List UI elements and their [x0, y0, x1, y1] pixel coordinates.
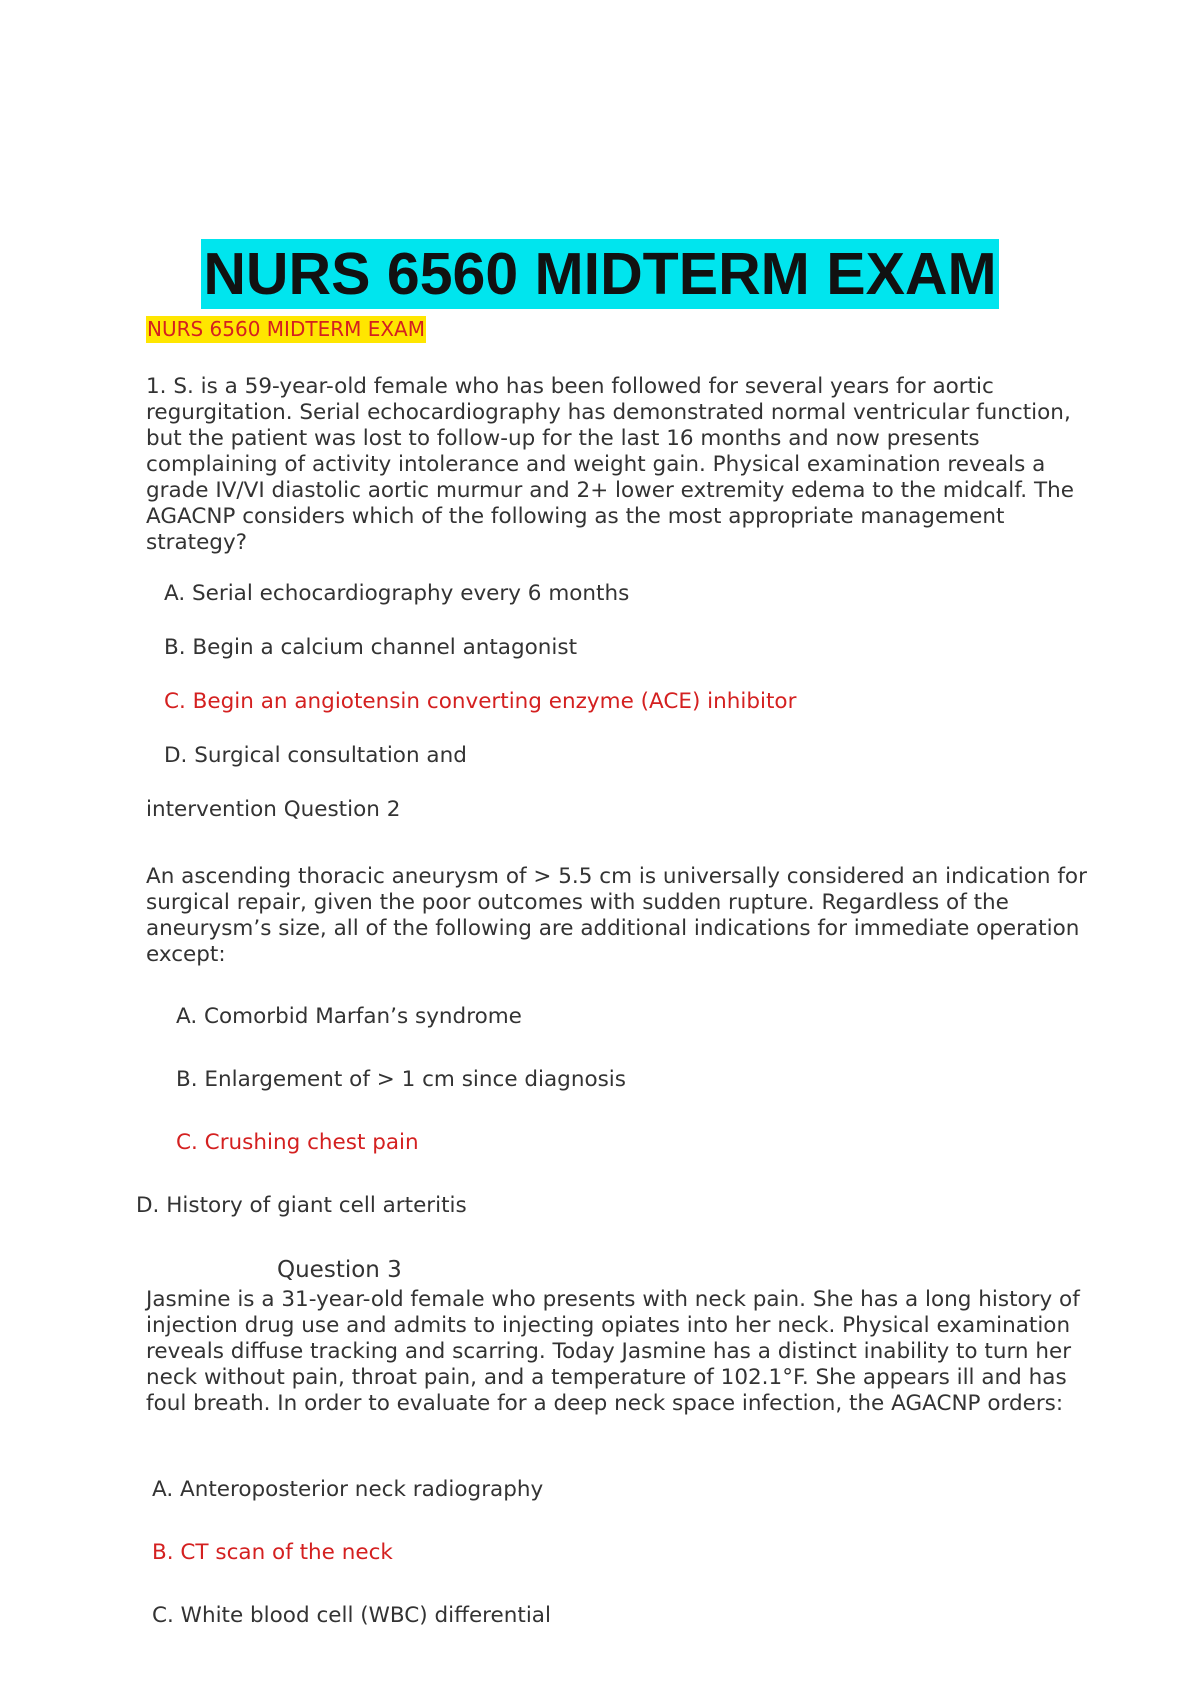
question-2-option-d: D. History of giant cell arteritis — [136, 1193, 467, 1218]
question-1-text: 1. S. is a 59-year-old female who has been followed for several years for aortic regurgitation. Serial echocardiography has demonstrated normal ventricular function, but the patient was lost to follow-up for the last 16 months and now presents complaining of activity intolerance and weight gain. Physical examination reveals a grade IV/VI diastolic aortic murmur and 2+ lower extremity edema to the midcalf. The AGACNP considers which of the following as the most appropriate management strategy? — [146, 374, 1074, 555]
question-2-text: An ascending thoracic aneurysm of > 5.5 cm is universally considered an indication for surgical repair, given the poor outcomes with sudden rupture. Regardless of the aneurysm’s size, all of the following are additional indications for immediate operation except: — [146, 864, 1087, 967]
title-container — [0, 239, 1200, 309]
question-1-option-b: B. Begin a calcium channel antagonist — [164, 635, 578, 660]
question-3-option-a: A. Anteroposterior neck radiography — [152, 1477, 544, 1502]
question-2-option-a: A. Comorbid Marfan’s syndrome — [176, 1004, 522, 1029]
question-1-option-a: A. Serial echocardiography every 6 months — [164, 581, 630, 606]
question-1-option-d: D. Surgical consultation and — [164, 743, 467, 768]
question-2-option-c-correct: C. Crushing chest pain — [176, 1130, 419, 1155]
question-2-option-b: B. Enlargement of > 1 cm since diagnosis — [176, 1067, 626, 1092]
question-1-continuation: intervention Question 2 — [146, 797, 401, 822]
question-3-text: Jasmine is a 31-year-old female who presents with neck pain. She has a long history of injection drug use and admits to injecting opiates into her neck. Physical examination reveals diffuse tracking and scarring. Today Jasmine has a distinct inability to turn her neck without pain, throat pain, and a temperature of 102.1°F. She appears ill and has foul breath. In order to evaluate for a deep neck space infection, the AGACNP orders: — [146, 1287, 1080, 1416]
document-subtitle: NURS 6560 MIDTERM EXAM — [147, 317, 425, 341]
question-3-heading: Question 3 — [277, 1257, 402, 1283]
question-3-option-b-correct: B. CT scan of the neck — [152, 1540, 393, 1565]
question-1-option-c-correct: C. Begin an angiotensin converting enzyme (ACE) inhibitor — [164, 689, 797, 714]
question-3-option-c: C. White blood cell (WBC) differential — [152, 1603, 551, 1628]
document-title: NURS 6560 MIDTERM EXAM — [203, 241, 997, 307]
